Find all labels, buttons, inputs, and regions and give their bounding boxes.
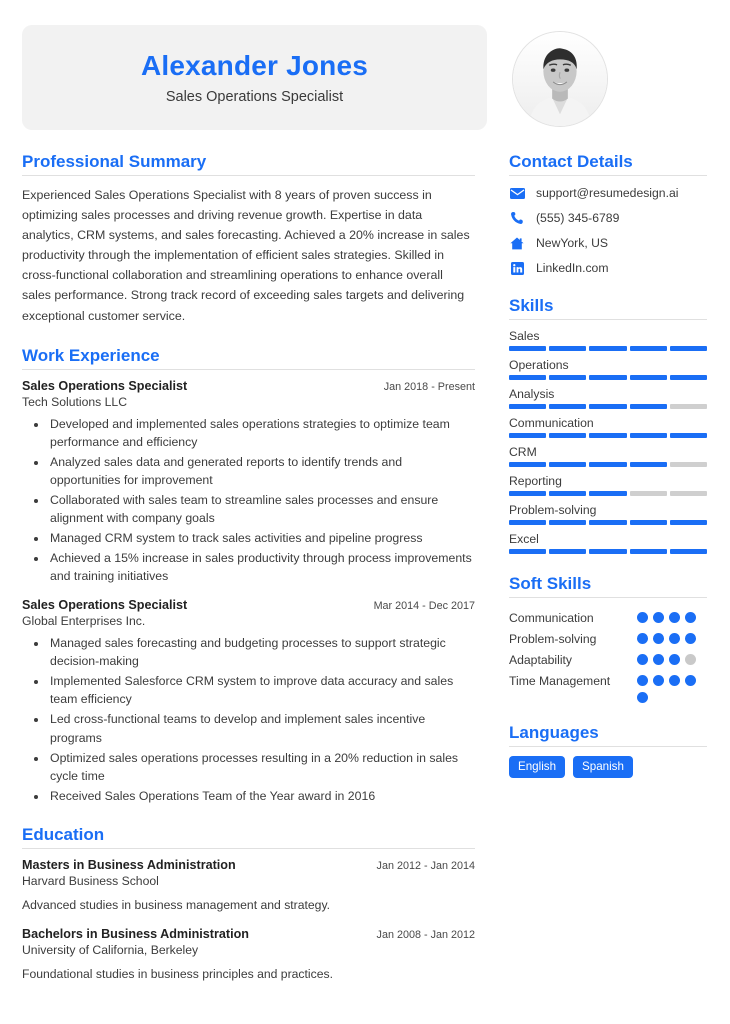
skill-item xyxy=(509,532,707,554)
education-date: Jan 2008 - Jan 2012 xyxy=(376,929,475,942)
skill-bar xyxy=(509,462,707,467)
education-entry xyxy=(22,858,475,914)
list-item: • Managed sales forecasting and budgeting processes to support strategic decision-making xyxy=(48,634,475,670)
rating-dot xyxy=(669,612,680,623)
skill-label: Analysis xyxy=(509,387,555,401)
soft-skill-label: Adaptability xyxy=(509,652,573,667)
soft-skill-dots xyxy=(637,675,696,686)
experience-company: Tech Solutions LLC xyxy=(22,394,128,409)
skill-item xyxy=(509,445,707,467)
section-contact-details xyxy=(509,152,707,276)
skill-segment xyxy=(549,404,586,409)
skill-item xyxy=(509,474,707,496)
soft-skills-list xyxy=(509,607,707,703)
summary-text: Experienced Sales Operations Specialist with 8 years of proven success in optimizing sales processes and driving revenue growth. Expertise in data analytics, CRM systems, and sales forecasting. Achieved a 20% increase in sales productivity through the implementation of efficient sales strategies. Skilled in cross-functional collaboration and streamlining operations to enhance overall sales performance. Strong track record of exceeding sales targets and delivering exceptional customer service. xyxy=(22,188,470,323)
education-description: Advanced studies in business management and strategy. xyxy=(22,897,331,912)
section-heading-experience: Work Experience xyxy=(22,346,475,370)
skill-item xyxy=(509,416,707,438)
education-entry-header xyxy=(22,858,475,872)
skill-segment xyxy=(509,346,546,351)
name-card xyxy=(22,25,487,130)
experience-bullets xyxy=(22,634,475,805)
experience-entry xyxy=(22,598,475,805)
rating-dot xyxy=(653,675,664,686)
skill-segment xyxy=(630,520,667,525)
education-degree: Masters in Business Administration xyxy=(22,857,236,872)
soft-skill-label: Communication xyxy=(509,610,594,625)
soft-skill-dots xyxy=(637,633,696,644)
skill-segment xyxy=(509,375,546,380)
rating-dot xyxy=(637,675,648,686)
contact-item-linkedin[interactable] xyxy=(509,260,707,276)
language-list xyxy=(509,756,707,778)
skill-segment xyxy=(549,491,586,496)
experience-bullets xyxy=(22,415,475,586)
education-school: Harvard Business School xyxy=(22,873,159,888)
skill-segment xyxy=(670,491,707,496)
list-item: • Managed CRM system to track sales activities and pipeline progress xyxy=(48,529,475,547)
skill-segment xyxy=(630,491,667,496)
skill-segment xyxy=(549,433,586,438)
rating-dot xyxy=(669,675,680,686)
skill-segment xyxy=(630,404,667,409)
education-entry-header xyxy=(22,927,475,941)
section-skills xyxy=(509,296,707,554)
skill-segment xyxy=(589,375,626,380)
education-degree: Bachelors in Business Administration xyxy=(22,927,249,942)
experience-date: Mar 2014 - Dec 2017 xyxy=(373,600,475,613)
soft-skill-overflow-dots xyxy=(637,692,707,703)
skill-segment xyxy=(509,520,546,525)
contact-item-location[interactable] xyxy=(509,235,707,251)
skill-segment xyxy=(670,433,707,438)
rating-dot xyxy=(637,612,648,623)
skill-label: Sales xyxy=(509,329,540,343)
education-description: Foundational studies in business principles and practices. xyxy=(22,967,333,982)
skill-segment xyxy=(549,462,586,467)
skill-segment xyxy=(549,346,586,351)
skill-segment xyxy=(630,549,667,554)
skill-bar xyxy=(509,433,707,438)
phone-icon xyxy=(509,210,525,226)
rating-dot xyxy=(637,633,648,644)
education-school: University of California, Berkeley xyxy=(22,943,199,958)
skill-label: Communication xyxy=(509,416,594,430)
skill-bar xyxy=(509,404,707,409)
list-item: • Achieved a 15% increase in sales productivity through process improvements and training initiatives xyxy=(48,549,475,585)
soft-skill-dots xyxy=(637,612,696,623)
list-item: • Implemented Salesforce CRM system to improve data accuracy and sales team efficiency xyxy=(48,672,475,708)
skill-bar xyxy=(509,375,707,380)
skill-bar xyxy=(509,491,707,496)
rating-dot xyxy=(685,654,696,665)
experience-company: Global Enterprises Inc. xyxy=(22,614,146,629)
skill-segment xyxy=(630,375,667,380)
skill-bar xyxy=(509,520,707,525)
section-languages xyxy=(509,723,707,778)
linkedin-icon xyxy=(509,260,525,276)
skill-segment xyxy=(630,433,667,438)
rating-dot xyxy=(637,654,648,665)
section-heading-soft-skills: Soft Skills xyxy=(509,574,707,598)
education-entry xyxy=(22,927,475,983)
section-heading-skills: Skills xyxy=(509,296,707,320)
contact-item-email[interactable] xyxy=(509,185,707,201)
soft-skill-item xyxy=(509,670,707,691)
rating-dot xyxy=(685,612,696,623)
skill-item xyxy=(509,387,707,409)
skill-segment xyxy=(589,404,626,409)
skill-segment xyxy=(589,520,626,525)
rating-dot xyxy=(653,633,664,644)
rating-dot xyxy=(669,633,680,644)
sidebar-column xyxy=(487,152,707,1003)
soft-skill-item xyxy=(509,649,707,670)
contact-location-text: NewYork, US xyxy=(536,236,609,250)
list-item: • Collaborated with sales team to streamline sales processes and ensure alignment with company goals xyxy=(48,491,475,527)
soft-skill-label: Time Management xyxy=(509,673,611,688)
experience-role: Sales Operations Specialist xyxy=(22,378,188,393)
contact-email-text: support@resumedesign.ai xyxy=(536,186,679,200)
resume-header xyxy=(0,0,730,130)
soft-skill-dots xyxy=(637,654,696,665)
section-professional-summary xyxy=(22,152,475,326)
skill-segment xyxy=(549,375,586,380)
section-heading-education: Education xyxy=(22,825,475,849)
skill-item xyxy=(509,503,707,525)
experience-role: Sales Operations Specialist xyxy=(22,598,188,613)
skill-segment xyxy=(589,491,626,496)
skill-segment xyxy=(589,462,626,467)
skill-segment xyxy=(670,462,707,467)
job-title: Sales Operations Specialist xyxy=(165,89,344,106)
skill-segment xyxy=(549,520,586,525)
section-soft-skills xyxy=(509,574,707,703)
rating-dot xyxy=(653,654,664,665)
skill-segment xyxy=(589,549,626,554)
experience-entry-header xyxy=(22,379,475,393)
skill-segment xyxy=(589,346,626,351)
skill-segment xyxy=(630,346,667,351)
skill-segment xyxy=(670,520,707,525)
skill-label: Excel xyxy=(509,532,539,546)
skill-segment xyxy=(509,491,546,496)
skill-segment xyxy=(670,346,707,351)
main-column xyxy=(22,152,487,1003)
skill-label: Reporting xyxy=(509,474,562,488)
list-item: • Optimized sales operations processes resulting in a 20% reduction in sales cycle time xyxy=(48,749,475,785)
section-heading-contact: Contact Details xyxy=(509,152,707,176)
soft-skill-item xyxy=(509,607,707,628)
soft-skill-label: Problem-solving xyxy=(509,631,597,646)
envelope-icon xyxy=(509,185,525,201)
home-icon xyxy=(509,235,525,251)
experience-entry-header xyxy=(22,598,475,612)
section-heading-languages: Languages xyxy=(509,723,707,747)
skill-bar xyxy=(509,549,707,554)
page-title: Alexander Jones xyxy=(140,49,369,81)
rating-dot xyxy=(685,675,696,686)
skill-segment xyxy=(549,549,586,554)
list-item: • Received Sales Operations Team of the Year award in 2016 xyxy=(48,787,475,805)
list-item: • Led cross-functional teams to develop and implement sales incentive programs xyxy=(48,710,475,746)
language-pill[interactable]: English xyxy=(509,756,565,778)
skill-segment xyxy=(509,433,546,438)
skill-label: CRM xyxy=(509,445,537,459)
skill-segment xyxy=(509,462,546,467)
skill-segment xyxy=(509,404,546,409)
contact-item-phone[interactable] xyxy=(509,210,707,226)
rating-dot xyxy=(653,612,664,623)
contact-linkedin-text: LinkedIn.com xyxy=(536,261,609,275)
profile-photo-icon xyxy=(513,32,607,126)
experience-date: Jan 2018 - Present xyxy=(383,380,475,393)
skill-bar xyxy=(509,346,707,351)
skill-item xyxy=(509,358,707,380)
resume-body xyxy=(0,152,730,1003)
section-heading-summary: Professional Summary xyxy=(22,152,475,176)
language-pill[interactable]: Spanish xyxy=(573,756,633,778)
contact-phone-text: (555) 345-6789 xyxy=(536,211,620,225)
skill-segment xyxy=(670,404,707,409)
avatar xyxy=(512,31,608,127)
education-date: Jan 2012 - Jan 2014 xyxy=(376,859,475,872)
skill-segment xyxy=(630,462,667,467)
list-item: • Analyzed sales data and generated reports to identify trends and opportunities for improvement xyxy=(48,453,475,489)
rating-dot xyxy=(685,633,696,644)
soft-skill-item xyxy=(509,628,707,649)
skill-item xyxy=(509,329,707,351)
skill-segment xyxy=(509,549,546,554)
section-work-experience xyxy=(22,346,475,805)
section-education xyxy=(22,825,475,984)
skill-label: Operations xyxy=(509,358,569,372)
skill-segment xyxy=(589,433,626,438)
skill-label: Problem-solving xyxy=(509,503,597,517)
experience-entry xyxy=(22,379,475,586)
rating-dot xyxy=(637,692,648,703)
skill-segment xyxy=(670,549,707,554)
skill-segment xyxy=(670,375,707,380)
list-item: • Developed and implemented sales operations strategies to optimize team performance and efficiency xyxy=(48,415,475,451)
rating-dot xyxy=(669,654,680,665)
soft-skill-dots xyxy=(637,692,707,703)
